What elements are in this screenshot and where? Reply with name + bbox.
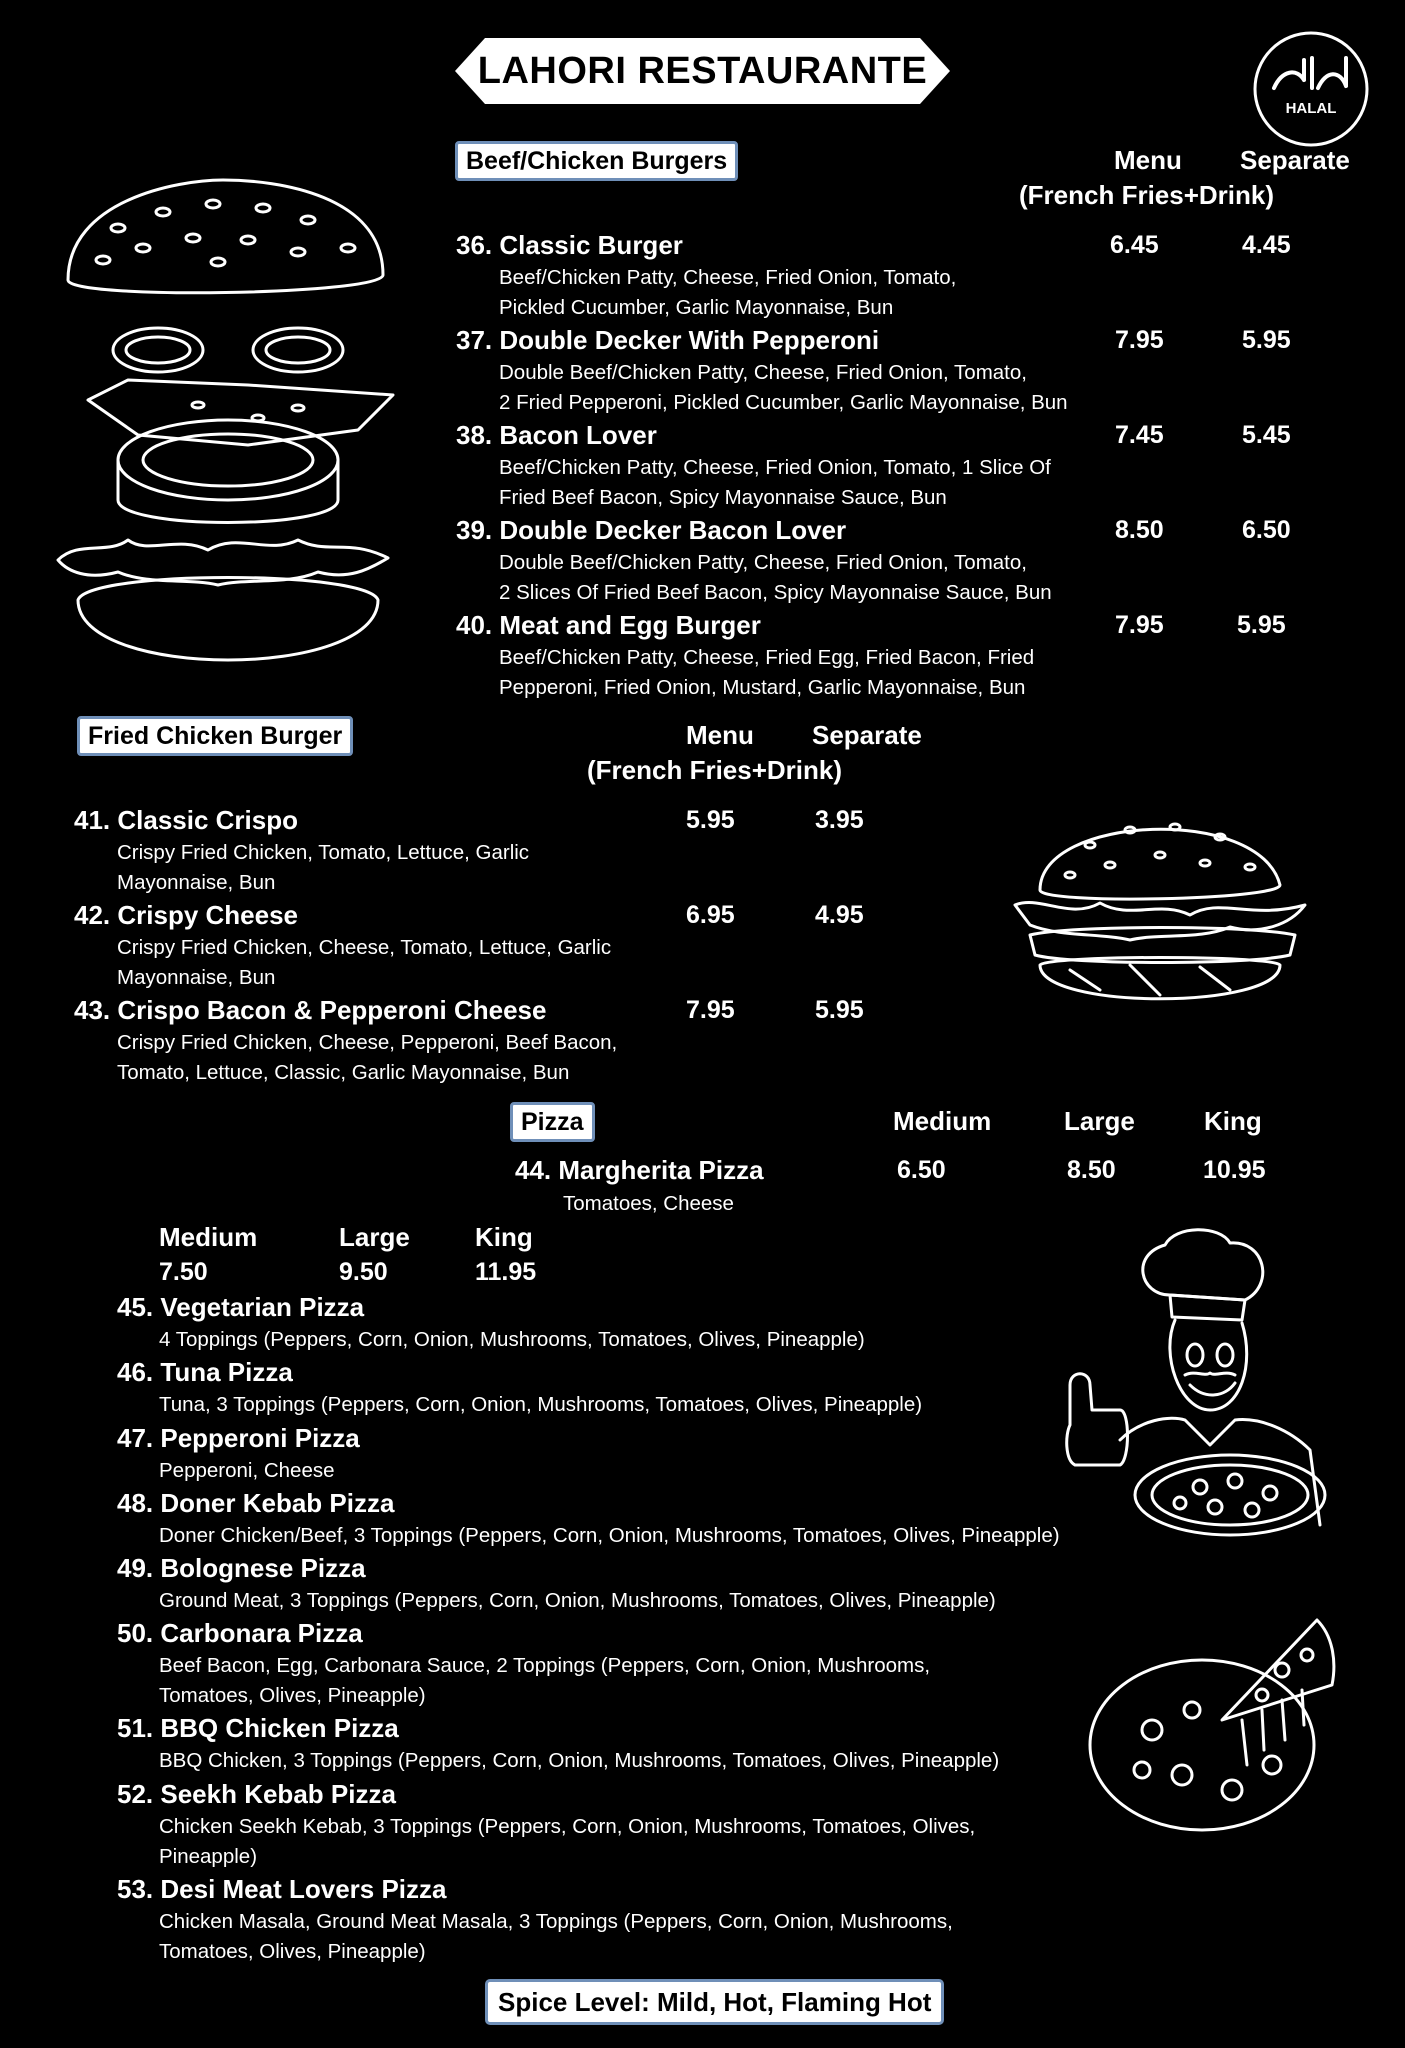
item-name: 47. Pepperoni Pizza (117, 1423, 360, 1453)
item-separate-price: 6.50 (1242, 516, 1291, 544)
item-desc: 2 Fried Pepperoni, Pickled Cucumber, Garlic Mayonnaise, Bun (499, 391, 1068, 414)
chef-illustration (1030, 1225, 1350, 1565)
item-desc: 2 Slices Of Fried Beef Bacon, Spicy Mayonnaise Sauce, Bun (499, 581, 1052, 604)
pizza-col-large: Large (1064, 1106, 1135, 1136)
burgers-col-note: (French Fries+Drink) (1019, 180, 1275, 210)
item-desc: Ground Meat, 3 Toppings (Peppers, Corn, Onion, Mushrooms, Tomatoes, Olives, Pineapple) (159, 1589, 996, 1612)
item-desc: Tomato, Lettuce, Classic, Garlic Mayonnaise, Bun (117, 1061, 570, 1084)
item-name: 38. Bacon Lover (456, 420, 657, 450)
item-name: 42. Crispy Cheese (74, 900, 299, 930)
pizza-group-large-label: Large (339, 1222, 410, 1252)
item-name: 49. Bolognese Pizza (117, 1553, 366, 1583)
section-label-pizza: Pizza (510, 1102, 595, 1142)
item-desc: Pepperoni, Cheese (159, 1459, 335, 1482)
item-desc: Beef/Chicken Patty, Cheese, Fried Onion, Tomato, (499, 266, 957, 289)
item-name: 44. Margherita Pizza (515, 1155, 764, 1185)
item-desc: Tomatoes, Olives, Pineapple) (159, 1940, 426, 1963)
item-desc: Mayonnaise, Bun (117, 871, 276, 894)
item-desc: Tomatoes, Olives, Pineapple) (159, 1684, 426, 1707)
title-banner (455, 38, 950, 104)
pizza-group-medium-price: 7.50 (159, 1258, 208, 1286)
item-separate-price: 4.95 (815, 901, 864, 929)
halal-label: HALAL (1285, 100, 1337, 117)
item-separate-price: 5.95 (815, 996, 864, 1024)
item-desc: Double Beef/Chicken Patty, Cheese, Fried Onion, Tomato, (499, 551, 1027, 574)
item-name: 48. Doner Kebab Pizza (117, 1488, 395, 1518)
item-name: 40. Meat and Egg Burger (456, 610, 761, 640)
item-separate-price: 3.95 (815, 806, 864, 834)
item-name: 41. Classic Crispo (74, 805, 298, 835)
item-desc: 4 Toppings (Peppers, Corn, Onion, Mushrooms, Tomatoes, Olives, Pineapple) (159, 1328, 865, 1351)
burgers-col-menu: Menu (1114, 145, 1182, 175)
item-menu-price: 5.95 (686, 806, 735, 834)
halal-logo (1252, 30, 1370, 148)
item-medium-price: 6.50 (897, 1156, 946, 1184)
item-menu-price: 7.95 (1115, 326, 1164, 354)
item-desc: Mayonnaise, Bun (117, 966, 276, 989)
item-desc: Doner Chicken/Beef, 3 Toppings (Peppers, Corn, Onion, Mushrooms, Tomatoes, Olives, Pineapple) (159, 1524, 1060, 1547)
item-desc: Double Beef/Chicken Patty, Cheese, Fried Onion, Tomato, (499, 361, 1027, 384)
item-separate-price: 5.45 (1242, 421, 1291, 449)
section-label-beef-chicken-burgers: Beef/Chicken Burgers (455, 141, 738, 181)
pizza-group-large-price: 9.50 (339, 1258, 388, 1286)
item-desc: Tuna, 3 Toppings (Peppers, Corn, Onion, Mushrooms, Tomatoes, Olives, Pineapple) (159, 1393, 923, 1416)
fried-chicken-col-separate: Separate (812, 720, 922, 750)
item-name: 53. Desi Meat Lovers Pizza (117, 1874, 447, 1904)
item-desc: BBQ Chicken, 3 Toppings (Peppers, Corn, Onion, Mushrooms, Tomatoes, Olives, Pineapple) (159, 1749, 1000, 1772)
item-name: 45. Vegetarian Pizza (117, 1292, 365, 1322)
halal-circle-icon (1252, 30, 1370, 148)
pizza-group-king-price: 11.95 (475, 1258, 537, 1286)
pizza-col-medium: Medium (893, 1106, 992, 1136)
spice-level-note: Spice Level: Mild, Hot, Flaming Hot (485, 1979, 944, 2025)
item-name: 50. Carbonara Pizza (117, 1618, 363, 1648)
item-name: 36. Classic Burger (456, 230, 683, 260)
item-desc: Beef/Chicken Patty, Cheese, Fried Onion, Tomato, 1 Slice Of (499, 456, 1051, 479)
pizza-group-king-label: King (475, 1222, 533, 1252)
item-desc: Chicken Masala, Ground Meat Masala, 3 Toppings (Peppers, Corn, Onion, Mushrooms, (159, 1910, 953, 1933)
item-large-price: 8.50 (1067, 1156, 1116, 1184)
item-desc: Pickled Cucumber, Garlic Mayonnaise, Bun (499, 296, 894, 319)
pizza-col-king: King (1204, 1106, 1262, 1136)
item-desc: Pepperoni, Fried Onion, Mustard, Garlic Mayonnaise, Bun (499, 676, 1026, 699)
fried-chicken-col-menu: Menu (686, 720, 754, 750)
item-desc: Tomatoes, Cheese (563, 1192, 734, 1215)
item-name: 43. Crispo Bacon & Pepperoni Cheese (74, 995, 547, 1025)
item-desc: Crispy Fried Chicken, Cheese, Tomato, Lettuce, Garlic (117, 936, 612, 959)
item-name: 46. Tuna Pizza (117, 1357, 293, 1387)
item-menu-price: 7.95 (686, 996, 735, 1024)
item-desc: Chicken Seekh Kebab, 3 Toppings (Peppers, Corn, Onion, Mushrooms, Tomatoes, Olives, (159, 1815, 976, 1838)
item-menu-price: 7.95 (1115, 611, 1164, 639)
item-menu-price: 7.45 (1115, 421, 1164, 449)
item-name: 52. Seekh Kebab Pizza (117, 1779, 396, 1809)
burger-illustration (1010, 795, 1310, 1025)
item-name: 51. BBQ Chicken Pizza (117, 1713, 399, 1743)
item-name: 39. Double Decker Bacon Lover (456, 515, 847, 545)
restaurant-title: LAHORI RESTAURANTE (477, 50, 928, 92)
pizza-illustration (1082, 1600, 1342, 1840)
pizza-group-medium-label: Medium (159, 1222, 258, 1252)
item-desc: Crispy Fried Chicken, Cheese, Pepperoni, Beef Bacon, (117, 1031, 618, 1054)
burgers-col-separate: Separate (1240, 145, 1350, 175)
item-separate-price: 5.95 (1237, 611, 1286, 639)
item-king-price: 10.95 (1203, 1156, 1266, 1184)
item-desc: Pineapple) (159, 1845, 258, 1868)
fried-chicken-col-note: (French Fries+Drink) (587, 755, 843, 785)
item-desc: Beef/Chicken Patty, Cheese, Fried Egg, Fried Bacon, Fried (499, 646, 1035, 669)
item-desc: Fried Beef Bacon, Spicy Mayonnaise Sauce, Bun (499, 486, 947, 509)
exploded-burger-illustration (48, 160, 408, 700)
section-label-fried-chicken-burger: Fried Chicken Burger (77, 716, 353, 756)
item-menu-price: 8.50 (1115, 516, 1164, 544)
item-desc: Beef Bacon, Egg, Carbonara Sauce, 2 Toppings (Peppers, Corn, Onion, Mushrooms, (159, 1654, 931, 1677)
item-desc: Crispy Fried Chicken, Tomato, Lettuce, Garlic (117, 841, 530, 864)
item-name: 37. Double Decker With Pepperoni (456, 325, 880, 355)
item-menu-price: 6.45 (1110, 231, 1159, 259)
item-separate-price: 5.95 (1242, 326, 1291, 354)
item-menu-price: 6.95 (686, 901, 735, 929)
item-separate-price: 4.45 (1242, 231, 1291, 259)
